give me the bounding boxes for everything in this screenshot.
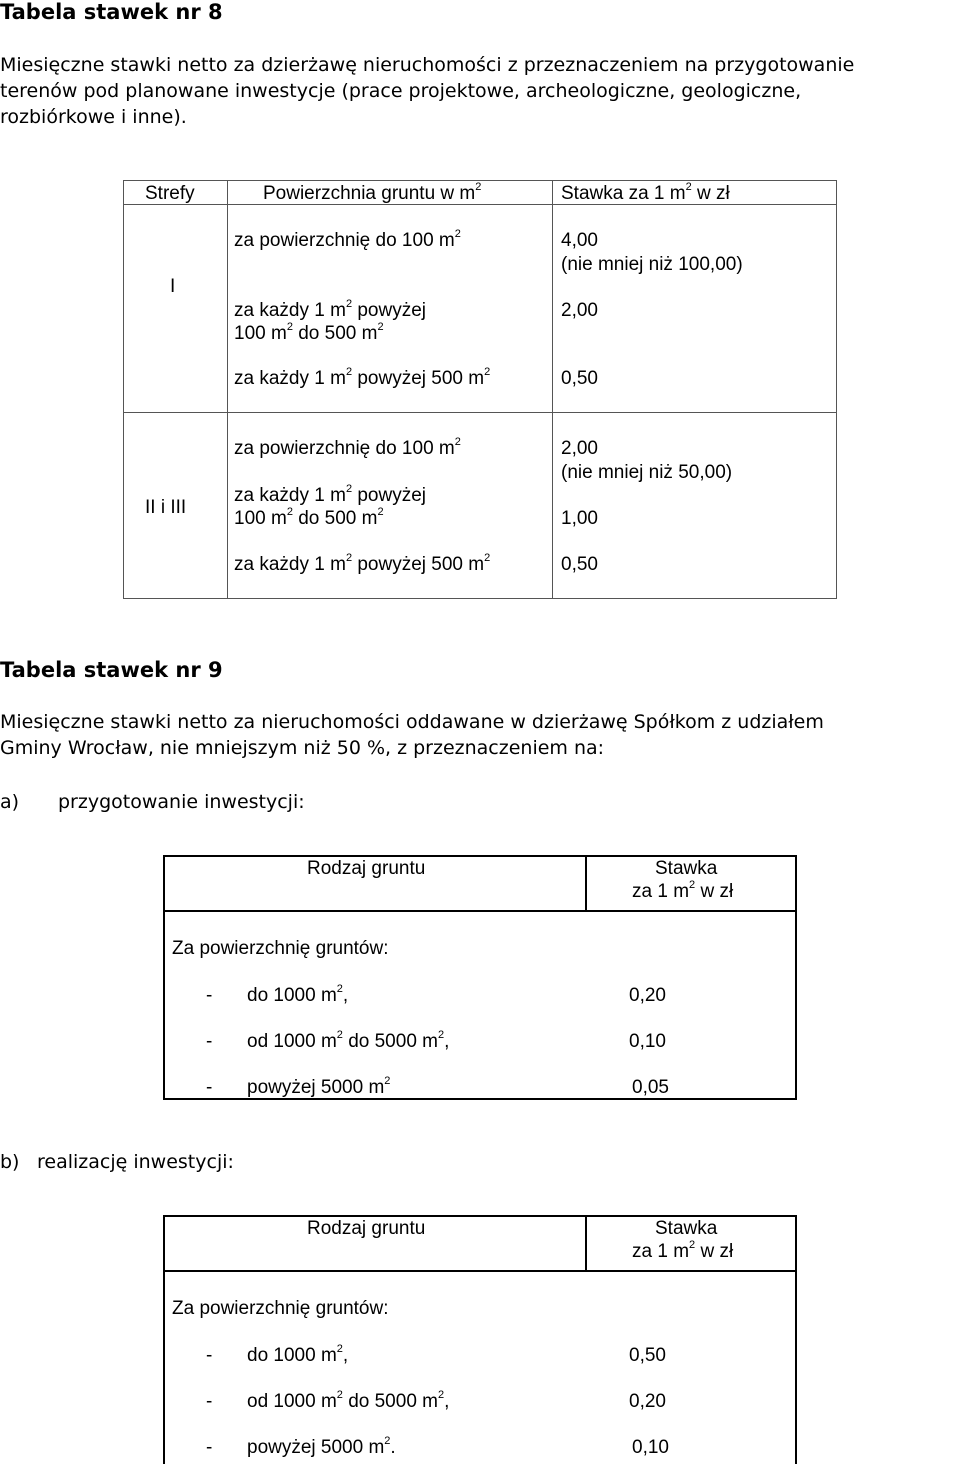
table9a-row3-dash: - xyxy=(206,1077,213,1098)
zone-2-row2-rate: 1,00 xyxy=(561,508,598,529)
zone-2-row3-rate: 0,50 xyxy=(561,554,598,575)
zone-1-row3-rate: 0,50 xyxy=(561,368,598,389)
zone-2-row1-area: za powierzchnię do 100 $m^2$ xyxy=(234,435,461,459)
zone-2-row2-area-a: za każdy 1 $m^2$ powyżej xyxy=(234,482,426,506)
table9-intro-line2: Gminy Wrocław, nie mniejszym niż 50 %, z przeznaczeniem na: xyxy=(0,737,605,759)
table9b-row2-range: od 1000 $m^2$ do 5000 $m^2$, xyxy=(247,1388,450,1412)
table9b-header-rate-a: Stawka xyxy=(655,1218,718,1239)
table9b-row1-rate: 0,50 xyxy=(629,1345,666,1366)
zone-1-label: I xyxy=(170,276,176,297)
table9a-row1-dash: - xyxy=(206,985,213,1006)
table9b-row2-rate: 0,20 xyxy=(629,1391,666,1412)
table8-intro-line1: Miesięczne stawki netto za dzierżawę nieruchomości z przeznaczeniem na przygotowanie xyxy=(0,54,855,76)
zone-1-row1-rate: 4,00 xyxy=(561,230,598,251)
table9a-row1-range: do 1000 $m^2$, xyxy=(247,982,349,1006)
zone-1-row1-note: (nie mniej niż 100,00) xyxy=(561,254,743,275)
zone-2-row2-area-b: 100 $m^2$ do 500 $m^2$ xyxy=(234,505,384,529)
table8-intro-line2: terenów pod planowane inwestycje (prace projektowe, archeologiczne, geologiczne, xyxy=(0,80,802,102)
section-a-marker: a) xyxy=(0,791,20,813)
table9a-row1-rate: 0,20 xyxy=(629,985,666,1006)
zone-1-row2-rate: 2,00 xyxy=(561,300,598,321)
table9b-row1-range: do 1000 $m^2$, xyxy=(247,1342,349,1366)
table9a-header-rate-b: za 1 $m^2$ w zł xyxy=(632,878,734,902)
zone-2-row1-note: (nie mniej niż 50,00) xyxy=(561,462,733,483)
table8-header-zones: Strefy xyxy=(145,183,195,204)
table9-title: Tabela stawek nr 9 xyxy=(0,658,223,682)
table9a-row2-range: od 1000 $m^2$ do 5000 $m^2$, xyxy=(247,1028,450,1052)
zone-1-row3-area: za każdy 1 $m^2$ powyżej 500 $m^2$ xyxy=(234,365,491,389)
zone-2-row3-area: za każdy 1 $m^2$ powyżej 500 $m^2$ xyxy=(234,551,491,575)
table9b-group-label: Za powierzchnię gruntów: xyxy=(172,1298,389,1319)
table9b-header-rate-b: za 1 $m^2$ w zł xyxy=(632,1238,734,1262)
table9b-row2-dash: - xyxy=(206,1391,213,1412)
section-b-label: realizację inwestycji: xyxy=(37,1151,234,1173)
table9-intro-line1: Miesięczne stawki netto za nieruchomości oddawane w dzierżawę Spółkom z udziałem xyxy=(0,711,824,733)
table8-title: Tabela stawek nr 8 xyxy=(0,0,223,24)
zone-1-row1-area: za powierzchnię do 100 $m^2$ xyxy=(234,227,461,251)
section-b-marker: b) xyxy=(0,1151,20,1173)
table9b-row3-dash: - xyxy=(206,1437,213,1458)
table9b-row1-dash: - xyxy=(206,1345,213,1366)
table9b-row3-range: powyżej 5000 $m^2$. xyxy=(247,1434,396,1458)
table9a-row2-rate: 0,10 xyxy=(629,1031,666,1052)
table9a-group-label: Za powierzchnię gruntów: xyxy=(172,938,389,959)
table9a-row2-dash: - xyxy=(206,1031,213,1052)
table9a-header-rate-a: Stawka xyxy=(655,858,718,879)
table9a-header-type: Rodzaj gruntu xyxy=(307,858,426,879)
table8-header-area: Powierzchnia gruntu w $m^2$ xyxy=(263,180,482,204)
zone-1-row2-area-a: za każdy 1 $m^2$ powyżej xyxy=(234,297,426,321)
table9a-row3-range: powyżej 5000 $m^2$ xyxy=(247,1074,391,1098)
section-a-label: przygotowanie inwestycji: xyxy=(58,791,305,813)
zone-1-row2-area-b: 100 $m^2$ do 500 $m^2$ xyxy=(234,320,384,344)
zone-2-label: II i III xyxy=(145,497,187,518)
table9b-header-type: Rodzaj gruntu xyxy=(307,1218,426,1239)
table9b-row3-rate: 0,10 xyxy=(632,1437,669,1458)
table8-header-rate: Stawka za 1 $m^2$ w zł xyxy=(561,180,730,204)
zone-2-row1-rate: 2,00 xyxy=(561,438,598,459)
table9a-row3-rate: 0,05 xyxy=(632,1077,669,1098)
table8-intro-line3: rozbiórkowe i inne). xyxy=(0,106,187,128)
